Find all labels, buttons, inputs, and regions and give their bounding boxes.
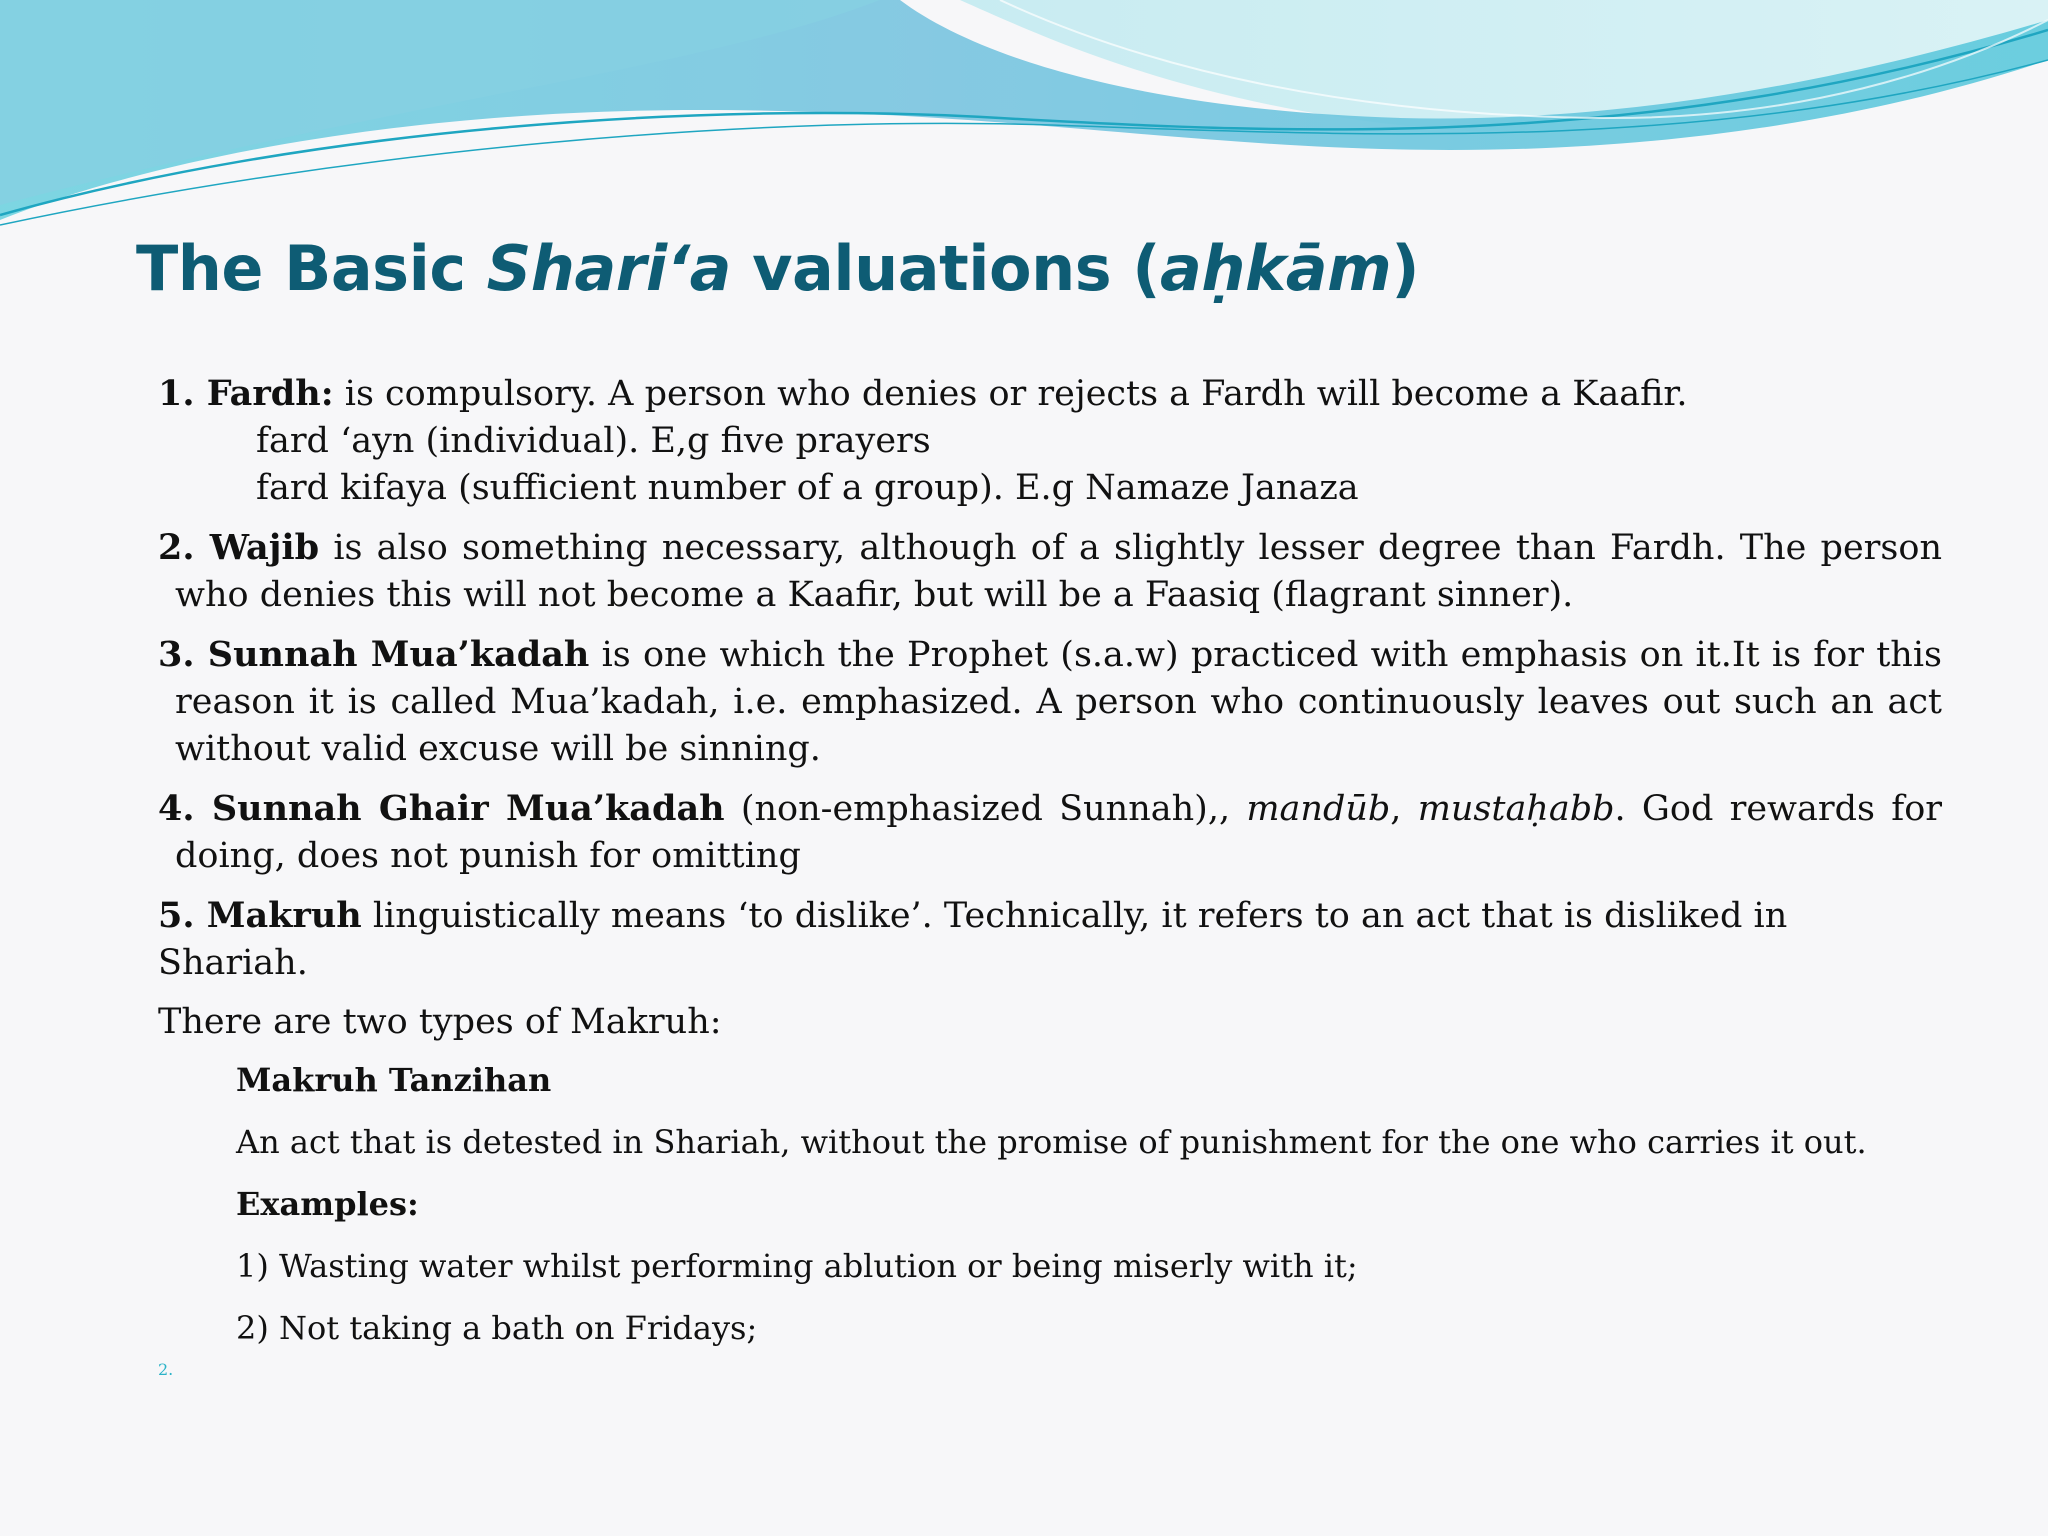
mustahabb-term: mustaḥabb: [1417, 789, 1615, 829]
fardh-definition: [158, 370, 1942, 418]
title-text: ): [1391, 232, 1420, 305]
fardh-ayn: fard ‘ayn (individual). E,g five prayers: [256, 421, 931, 461]
item-sunnah-ghair: [158, 785, 1942, 880]
examples-heading-text: Examples:: [236, 1185, 419, 1223]
title-text: The Basic: [136, 232, 487, 305]
sunnah-ghair-text: . God rewards for doing, does not punish for omitting: [175, 789, 1942, 876]
tanzihan-definition: An act that is detested in Shariah, without the promise of punishment for the one who carries it out.: [236, 1123, 1867, 1161]
fardh-text: is compulsory. A person who denies or rejects a Fardh will become a Kaafir.: [333, 374, 1688, 414]
tanzihan-heading-text: Makruh Tanzihan: [236, 1061, 552, 1099]
page-title: [136, 232, 1419, 305]
makruh-types-intro: There are two types of Makruh:: [158, 1002, 722, 1042]
makruh-tanzihan-section: [158, 1058, 1942, 1350]
slide-footer-number: 2.: [158, 1360, 174, 1379]
mandub-term: mandūb: [1246, 789, 1391, 829]
makruh-label: 5. Makruh: [158, 895, 362, 936]
content-body: [158, 370, 1942, 1368]
wajib-text: is also something necessary, although of a slightly lesser degree than Fardh. The person who denies this will not become a Kaafir, but will be a Faasiq (flagrant sinner).: [175, 528, 1942, 615]
sunnah-muakadah-text: is one which the Prophet (s.a.w) practiced with emphasis on it.It is for this reason it is called Mua’kadah, i.e. emphasized. A person who continuously leaves out such an act without valid excuse will be sinning.: [175, 635, 1942, 769]
separator: ,: [1390, 789, 1418, 829]
sunnah-ghair-label: 4. Sunnah Ghair Mua’kadah: [158, 788, 725, 829]
fardh-kifaya: fard kifaya (sufficient number of a group). E.g Namaze Janaza: [256, 468, 1359, 508]
title-ahkam-italic: aḥkām: [1160, 232, 1392, 305]
example-item: 2) Not taking a bath on Fridays;: [236, 1309, 758, 1347]
item-wajib: [158, 524, 1942, 619]
example-item: 1) Wasting water whilst performing ablution or being miserly with it;: [236, 1247, 1358, 1285]
title-text: valuations (: [731, 232, 1161, 305]
header-wave-decoration: [0, 0, 2048, 240]
wajib-label: 2. Wajib: [158, 527, 320, 568]
sunnah-muakadah-label: 3. Sunnah Mua’kadah: [158, 634, 590, 675]
sunnah-ghair-text: (non-emphasized Sunnah),,: [724, 789, 1247, 829]
item-makruh: [158, 892, 1942, 987]
fardh-label: 1. Fardh:: [158, 373, 334, 414]
tanzihan-heading: [236, 1058, 1942, 1102]
item-sunnah-muakadah: [158, 631, 1942, 773]
item-fardh: [158, 370, 1942, 512]
makruh-text: linguistically means ‘to dislike’. Technically, it refers to an act that is disliked in Shariah.: [158, 896, 1788, 983]
examples-heading: [236, 1182, 1942, 1226]
title-shari-italic: Shari‘a: [486, 232, 732, 305]
